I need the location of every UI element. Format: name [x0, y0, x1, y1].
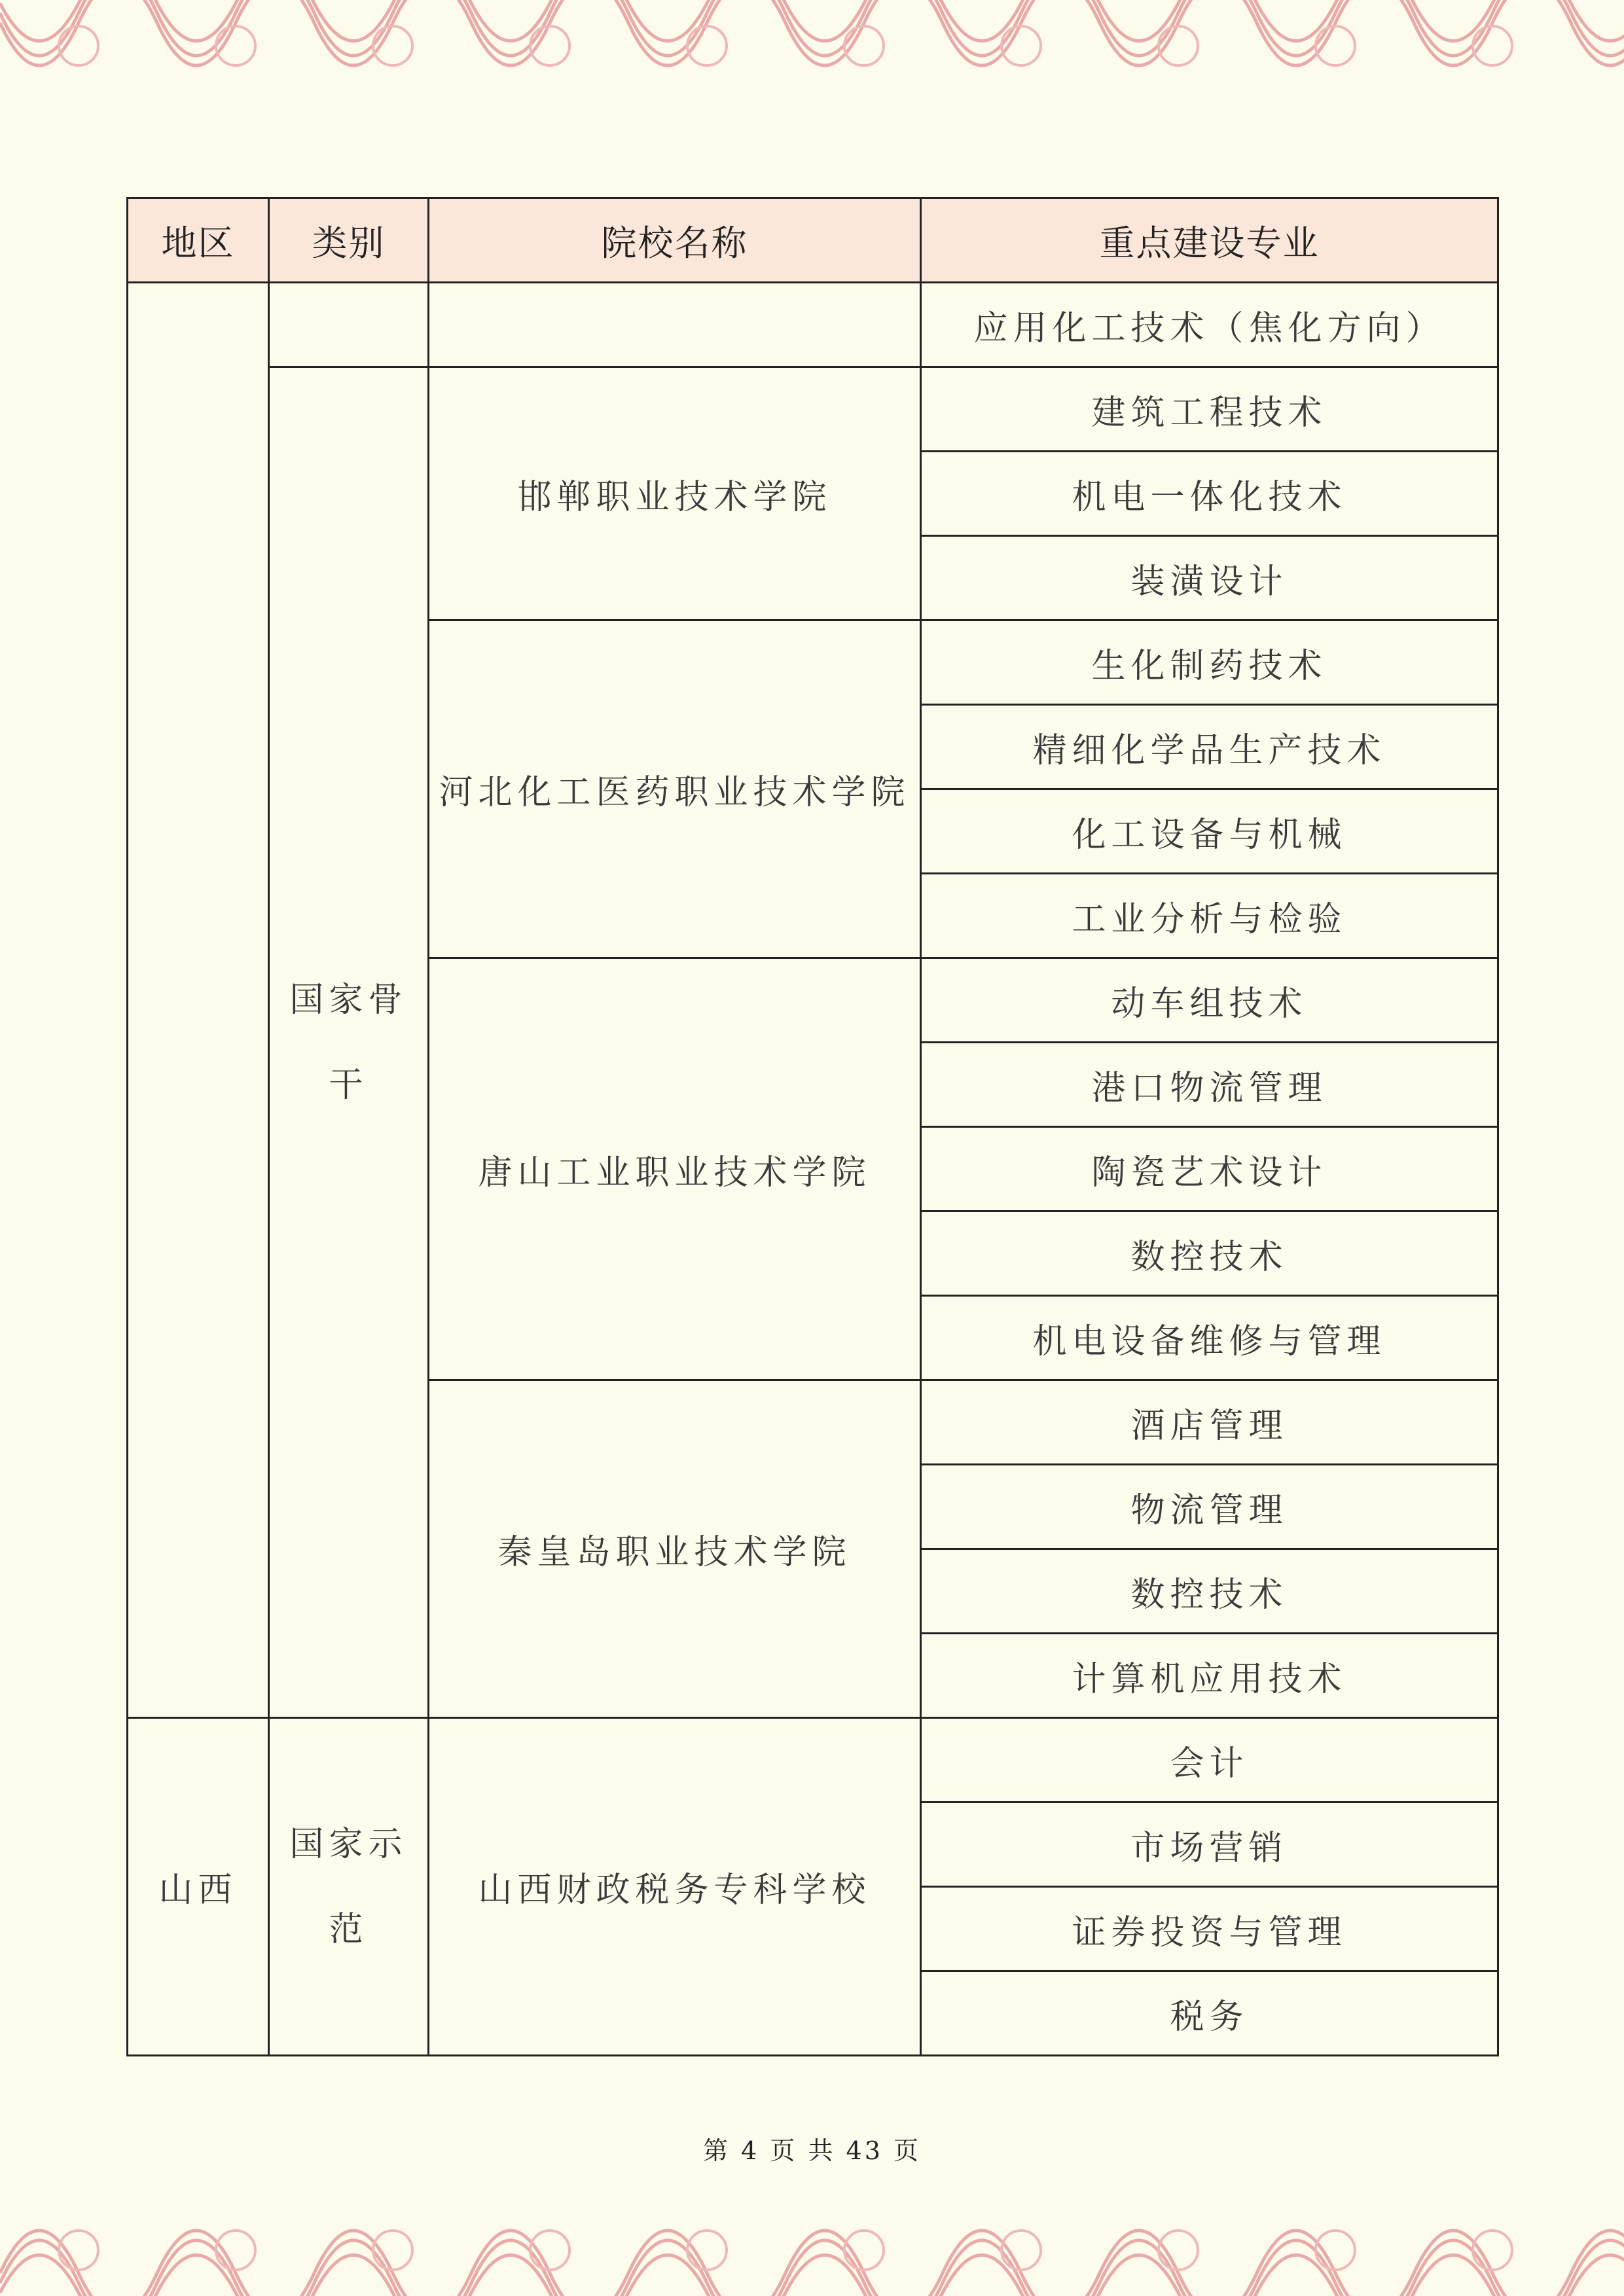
major-cell: 数控技术	[921, 1211, 1498, 1296]
region-cell-shanxi: 山西	[128, 1718, 269, 2056]
table-row	[128, 283, 1498, 367]
decorative-wave-border-top	[0, 0, 1624, 111]
table-row	[128, 1718, 1498, 1803]
school-cell-continued	[429, 283, 921, 367]
page-number: 第 4 页 共 43 页	[703, 2136, 921, 2165]
major-cell: 生化制药技术	[921, 620, 1498, 705]
major-cell: 计算机应用技术	[921, 1634, 1498, 1718]
major-cell: 港口物流管理	[921, 1043, 1498, 1127]
header-region: 地区	[128, 198, 269, 283]
header-category: 类别	[269, 198, 429, 283]
region-cell-hebei-continued	[128, 283, 269, 1718]
category-cell-hebei	[269, 367, 429, 1718]
major-cell: 酒店管理	[921, 1380, 1498, 1465]
header-majors: 重点建设专业	[921, 198, 1498, 283]
major-cell: 数控技术	[921, 1549, 1498, 1634]
category-text: 国家骨干	[289, 980, 408, 1105]
header-school: 院校名称	[429, 198, 921, 283]
major-cell: 精细化学品生产技术	[921, 705, 1498, 789]
key-majors-table	[126, 197, 1499, 2056]
major-cell: 陶瓷艺术设计	[921, 1127, 1498, 1211]
category-cell-continued	[269, 283, 429, 367]
school-cell-tangshan: 唐山工业职业技术学院	[429, 958, 921, 1380]
major-cell: 机电设备维修与管理	[921, 1296, 1498, 1380]
school-cell-shanxi: 山西财政税务专科学校	[429, 1718, 921, 2056]
major-cell: 应用化工技术（焦化方向）	[921, 283, 1498, 367]
major-cell: 市场营销	[921, 1803, 1498, 1887]
major-cell: 工业分析与检验	[921, 874, 1498, 958]
category-cell-shanxi	[269, 1718, 429, 2056]
school-cell-qinhuangdao: 秦皇岛职业技术学院	[429, 1380, 921, 1718]
major-cell: 装潢设计	[921, 536, 1498, 620]
category-text: 国家示范	[289, 1824, 408, 1949]
major-cell: 物流管理	[921, 1465, 1498, 1549]
major-cell: 建筑工程技术	[921, 367, 1498, 452]
major-cell: 会计	[921, 1718, 1498, 1803]
school-cell-hebei-chem: 河北化工医药职业技术学院	[429, 620, 921, 958]
header-row	[128, 198, 1498, 283]
major-cell: 动车组技术	[921, 958, 1498, 1043]
decorative-wave-border-bottom	[0, 2185, 1624, 2296]
major-cell: 证券投资与管理	[921, 1887, 1498, 1971]
school-cell-handan: 邯郸职业技术学院	[429, 367, 921, 620]
major-cell: 税务	[921, 1971, 1498, 2056]
table-row	[128, 367, 1498, 452]
major-cell: 化工设备与机械	[921, 789, 1498, 874]
major-cell: 机电一体化技术	[921, 452, 1498, 536]
